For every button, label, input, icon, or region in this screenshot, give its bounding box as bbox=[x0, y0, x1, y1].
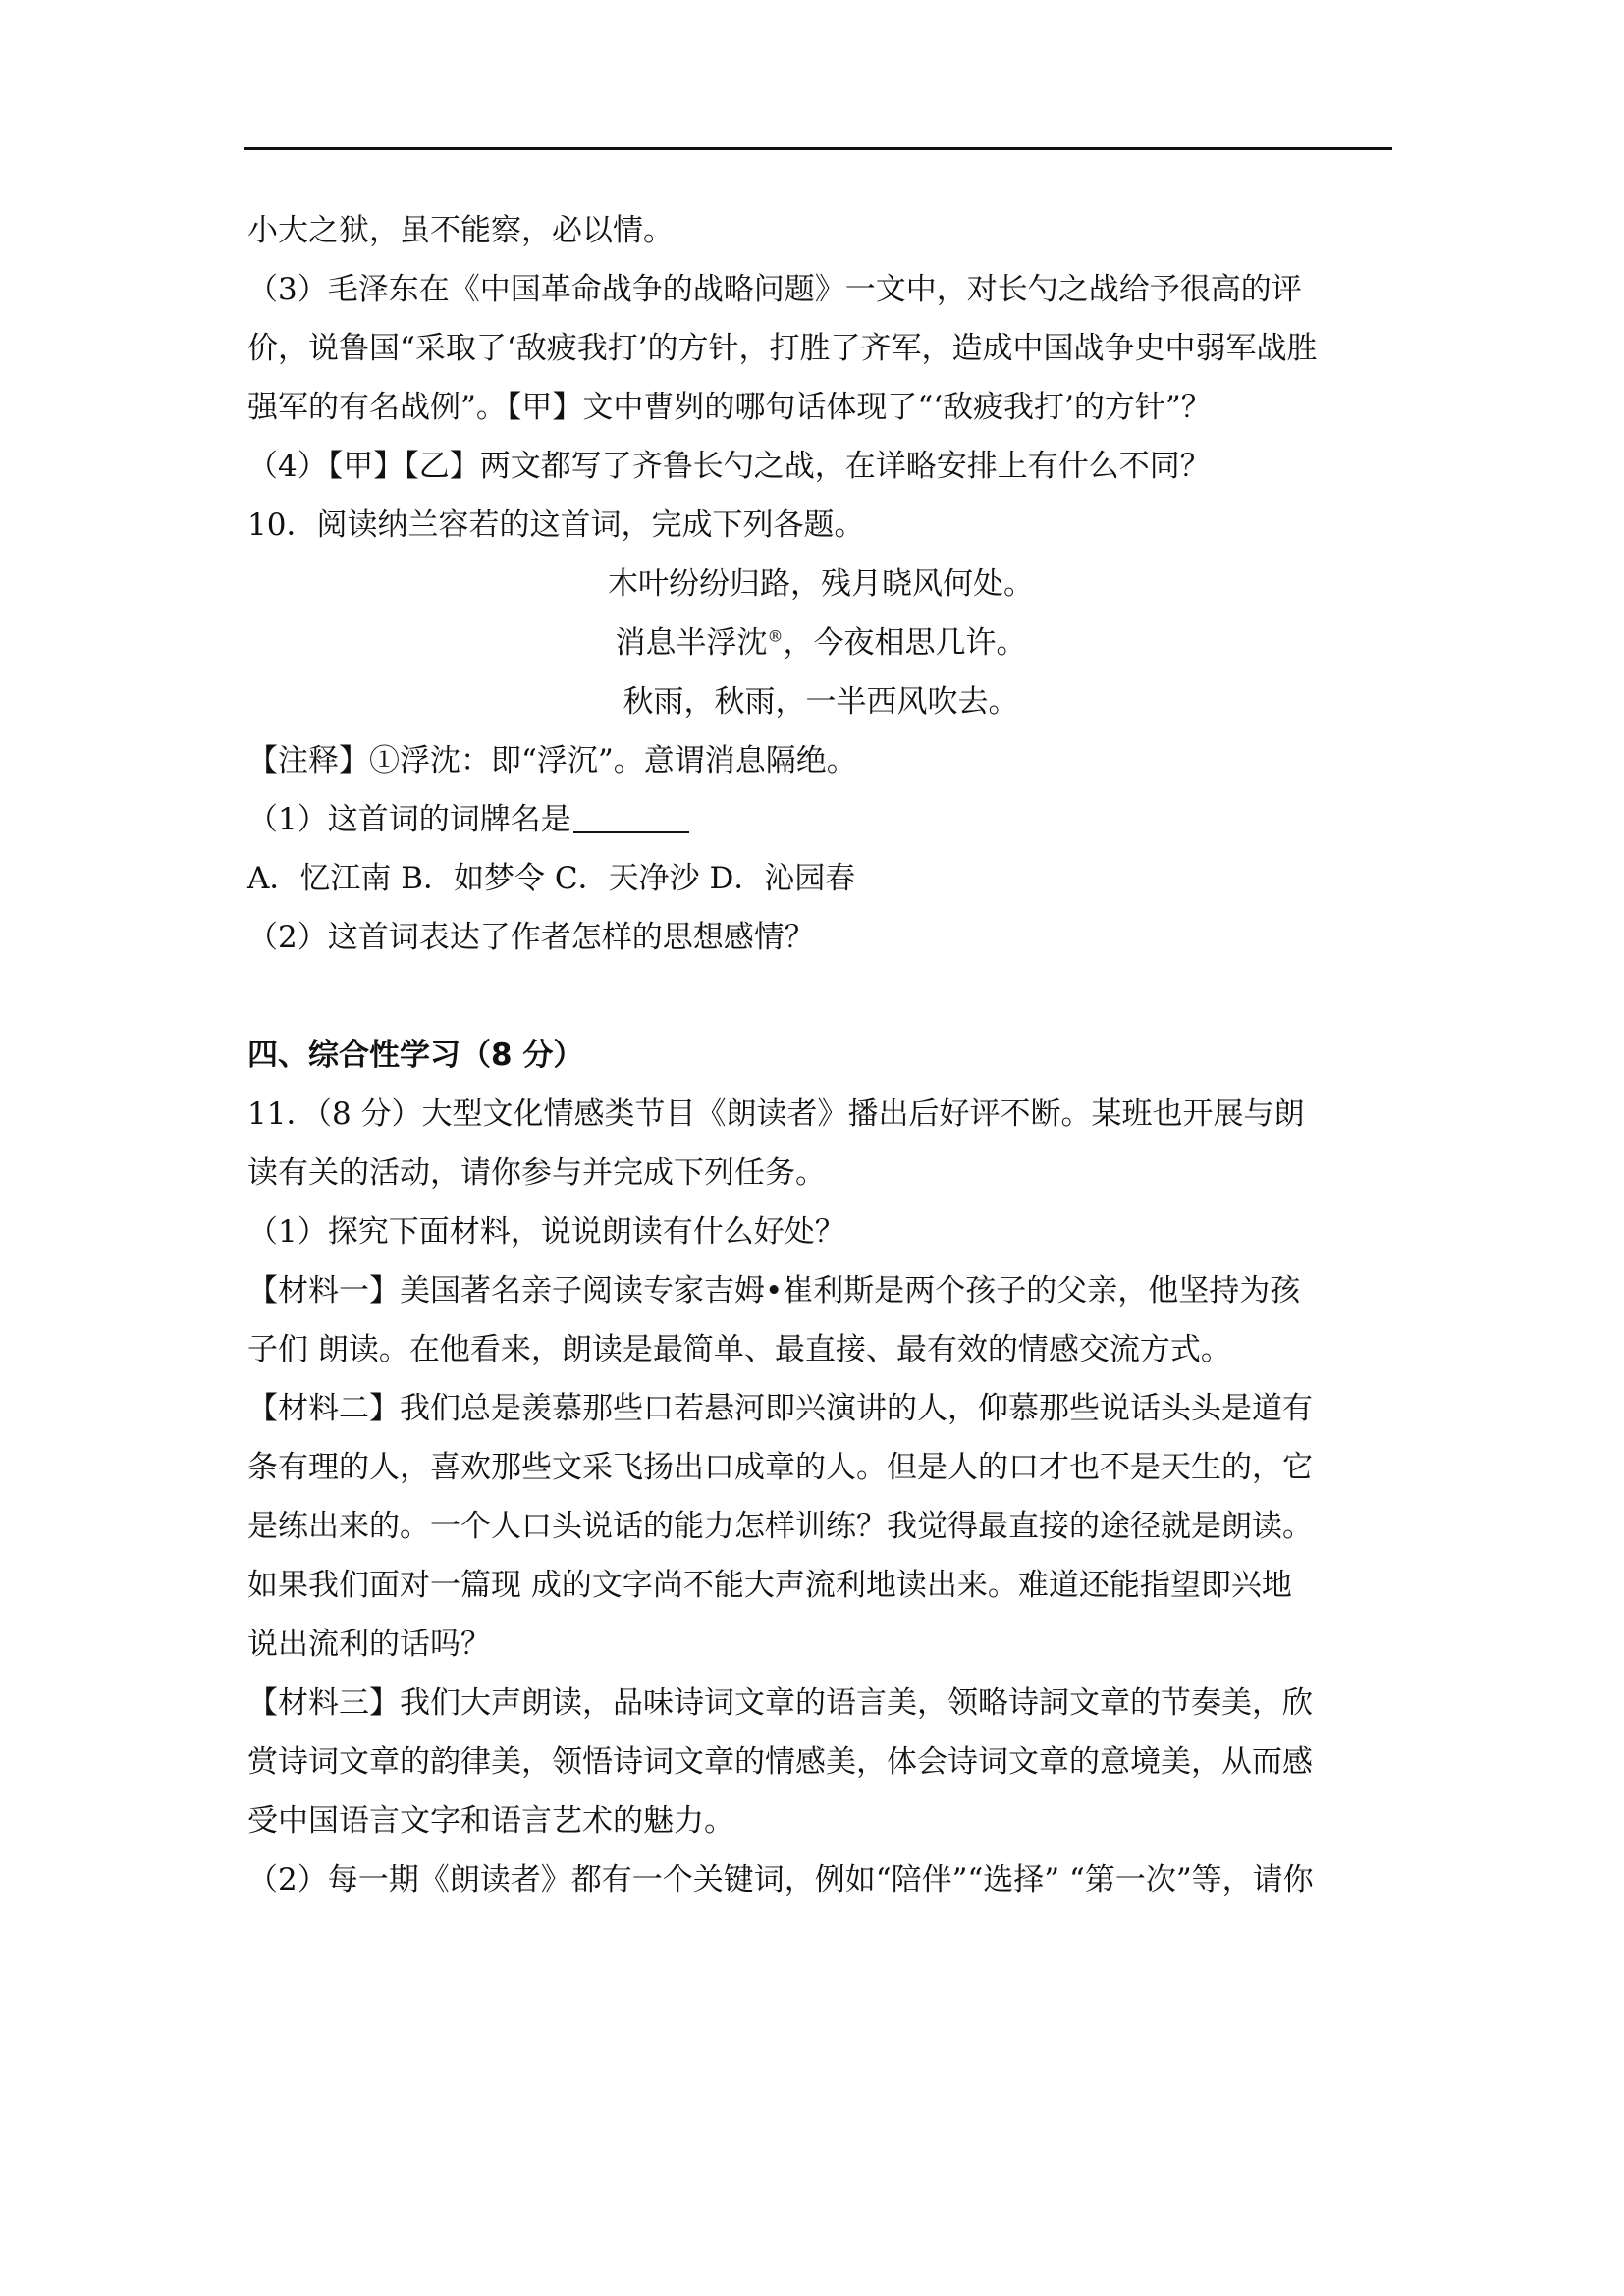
material-2-line-2: 条有理的人，喜欢那些文采飞扬出口成章的人。但是人的口才也不是天生的，它 bbox=[247, 1450, 1313, 1485]
section-gap bbox=[247, 967, 1394, 1026]
question-11-sub-1: （1）探究下面材料，说说朗读有什么好处？ bbox=[247, 1214, 845, 1250]
footnote-marker: ® bbox=[767, 626, 784, 646]
text-line: 小大之狱，虽不能察，必以情。 bbox=[247, 213, 674, 248]
document-body bbox=[247, 201, 1394, 1909]
material-1-line-2: 子们 朗读。在他看来，朗读是最简单、最直接、最有效的情感交流方式。 bbox=[247, 1332, 1231, 1367]
question-11-line-2: 读有关的活动，请你参与并完成下列任务。 bbox=[247, 1155, 826, 1191]
poem-line-1: 木叶纷纷归路，残月晓风何处。 bbox=[608, 566, 1034, 602]
material-1-line-1: 【材料一】美国著名亲子阅读专家吉姆•崔利斯是两个孩子的父亲，他坚持为孩 bbox=[247, 1273, 1301, 1308]
material-2-line-3: 是练出来的。一个人口头说话的能力怎样训练？我觉得最直接的途径就是朗读。 bbox=[247, 1509, 1313, 1544]
option-b: B．如梦令 bbox=[401, 861, 546, 896]
material-2-line-4: 如果我们面对一篇现 成的文字尚不能大声流利地读出来。难道还能指望即兴地 bbox=[247, 1568, 1292, 1603]
poem-line-2-start: 消息半浮沈 bbox=[615, 625, 768, 661]
material-3-line-3: 受中国语言文字和语言艺术的魅力。 bbox=[247, 1803, 734, 1839]
material-2-line-1: 【材料二】我们总是羡慕那些口若悬河即兴演讲的人，仰慕那些说话头头是道有 bbox=[247, 1391, 1313, 1426]
poem-line-3: 秋雨，秋雨，一半西风吹去。 bbox=[623, 684, 1019, 720]
question-11-sub-2: （2）每一期《朗读者》都有一个关键词，例如“陪伴”“选择” “第一次”等，请你 bbox=[247, 1862, 1314, 1897]
poem bbox=[247, 555, 1394, 731]
answer-blank bbox=[573, 802, 689, 833]
option-a: A．忆江南 bbox=[247, 861, 392, 896]
material-3-line-2: 赏诗词文章的韵律美，领悟诗词文章的情感美，体会诗词文章的意境美，从而感 bbox=[247, 1744, 1313, 1780]
option-d: D．沁园春 bbox=[709, 861, 856, 896]
question-10-2: （2）这首词表达了作者怎样的思想感情？ bbox=[247, 920, 815, 955]
poem-line-2 bbox=[247, 614, 1394, 672]
question-3-line-1: （3）毛泽东在《中国革命战争的战略问题》一文中，对长勺之战给予很高的评 bbox=[247, 272, 1302, 307]
question-10-1-text: （1）这首词的词牌名是 bbox=[247, 802, 571, 837]
header-rule bbox=[244, 147, 1392, 150]
annotation-note: 【注释】①浮沈：即“浮沉”。意谓消息隔绝。 bbox=[247, 743, 857, 778]
material-3-line-1: 【材料三】我们大声朗读，品味诗词文章的语言美，领略诗詞文章的节奏美，欣 bbox=[247, 1685, 1313, 1721]
question-3-line-2: 价，说鲁国“采取了‘敌疲我打’的方针，打胜了齐军，造成中国战争史中弱军战胜 bbox=[247, 331, 1318, 366]
question-3-line-3: 强军的有名战例”。【甲】文中曹刿的哪句话体现了“‘敌疲我打’的方针”？ bbox=[247, 390, 1212, 425]
question-4: （4）【甲】【乙】两文都写了齐鲁长勺之战，在详略安排上有什么不同？ bbox=[247, 449, 1211, 484]
section-heading: 四、综合性学习（8 分） bbox=[247, 1038, 584, 1073]
material-2-line-5: 说出流利的话吗？ bbox=[247, 1627, 491, 1662]
question-10: 10．阅读纳兰容若的这首词，完成下列各题。 bbox=[247, 507, 865, 543]
question-11-line-1: 11．（8 分）大型文化情感类节目《朗读者》播出后好评不断。某班也开展与朗 bbox=[247, 1096, 1305, 1132]
option-c: C．天净沙 bbox=[554, 861, 700, 896]
poem-line-2-end: ，今夜相思几许。 bbox=[783, 625, 1027, 661]
question-10-1 bbox=[247, 790, 1394, 849]
answer-options bbox=[247, 849, 1394, 908]
